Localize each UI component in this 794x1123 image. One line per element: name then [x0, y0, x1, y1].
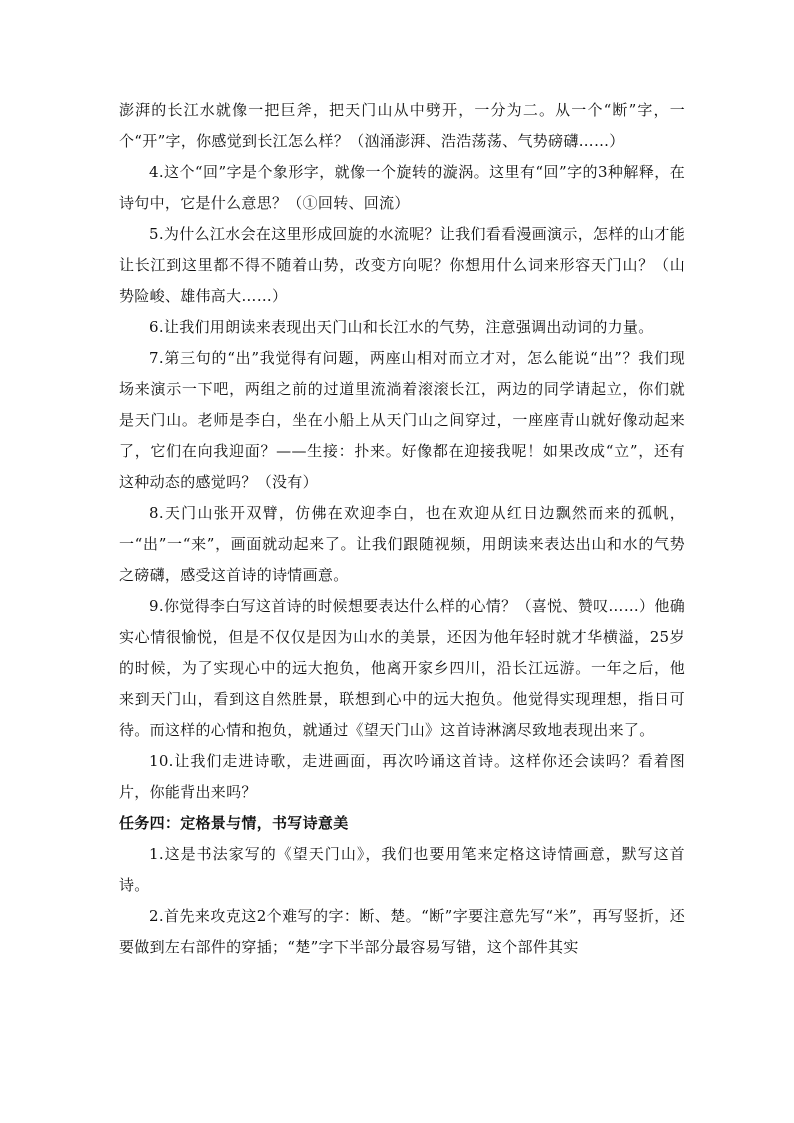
paragraph-item-5: 5.为什么江水会在这里形成回旋的水流呢？让我们看看漫画演示，怎样的山才能让长江到这里都不得不随着山势，改变方向呢？你想用什么词来形容天门山？（山势险峻、雄伟高大……）	[119, 225, 685, 305]
paragraph-continuation: 澎湃的长江水就像一把巨斧，把天门山从中劈开，一分为二。从一个“断”字，一个“开”字，你感觉到长江怎么样？（汹涌澎湃、浩浩荡荡、气势磅礴……）	[119, 101, 685, 150]
paragraph-item-10: 10.让我们走进诗歌，走进画面，再次吟诵这首诗。这样你还会读吗？看着图片，你能背出来吗？	[119, 752, 685, 801]
paragraph-task4-item-2: 2.首先来攻克这2个难写的字：断、楚。“断”字要注意先写“米”，再写竖折，还要做到左右部件的穿插；“楚”字下半部分最容易写错，这个部件其实	[119, 907, 685, 956]
section-heading: 任务四：定格景与情，书写诗意美	[119, 814, 349, 832]
paragraph-item-4: 4.这个“回”字是个象形字，就像一个旋转的漩涡。这里有“回”字的3种解释，在诗句中，它是什么意思？（①回转、回流）	[119, 163, 685, 212]
paragraph-item-9: 9.你觉得李白写这首诗的时候想要表达什么样的心情？（喜悦、赞叹……）他确实心情很愉悦，但是不仅仅是因为山水的美景，还因为他年轻时就才华横溢，25岁的时候，为了实现心中的远大抱负，他离开家乡四川，沿长江远游。一年之后，他来到天门山，看到这自然胜景，联想到心中的远大抱负。他觉得实现理想，指日可待。而这样的心情和抱负，就通过《望天门山》这首诗淋漓尽致地表现出来了。	[119, 597, 685, 739]
document-body	[119, 95, 685, 963]
paragraph-item-8: 8.天门山张开双臂，仿佛在欢迎李白，也在欢迎从红日边飘然而来的孤帆，一“出”一“来”，画面就动起来了。让我们跟随视频，用朗读来表达出山和水的气势之磅礴，感受这首诗的诗情画意。	[119, 504, 685, 584]
paragraph-item-6: 6.让我们用朗读来表现出天门山和长江水的气势，注意强调出动词的力量。	[149, 318, 654, 336]
paragraph-task4-item-1: 1.这是书法家写的《望天门山》，我们也要用笔来定格这诗情画意，默写这首诗。	[119, 845, 685, 894]
paragraph-item-7: 7.第三句的“出”我觉得有问题，两座山相对而立才对，怎么能说“出”？我们现场来演示一下吧，两组之前的过道里流淌着滚滚长江，两边的同学请起立，你们就是天门山。老师是李白，坐在小船上从天门山之间穿过，一座座青山就好像动起来了，它们在向我迎面？——生接：扑来。好像都在迎接我呢！如果改成“立”，还有这种动态的感觉吗？（没有）	[119, 349, 685, 491]
